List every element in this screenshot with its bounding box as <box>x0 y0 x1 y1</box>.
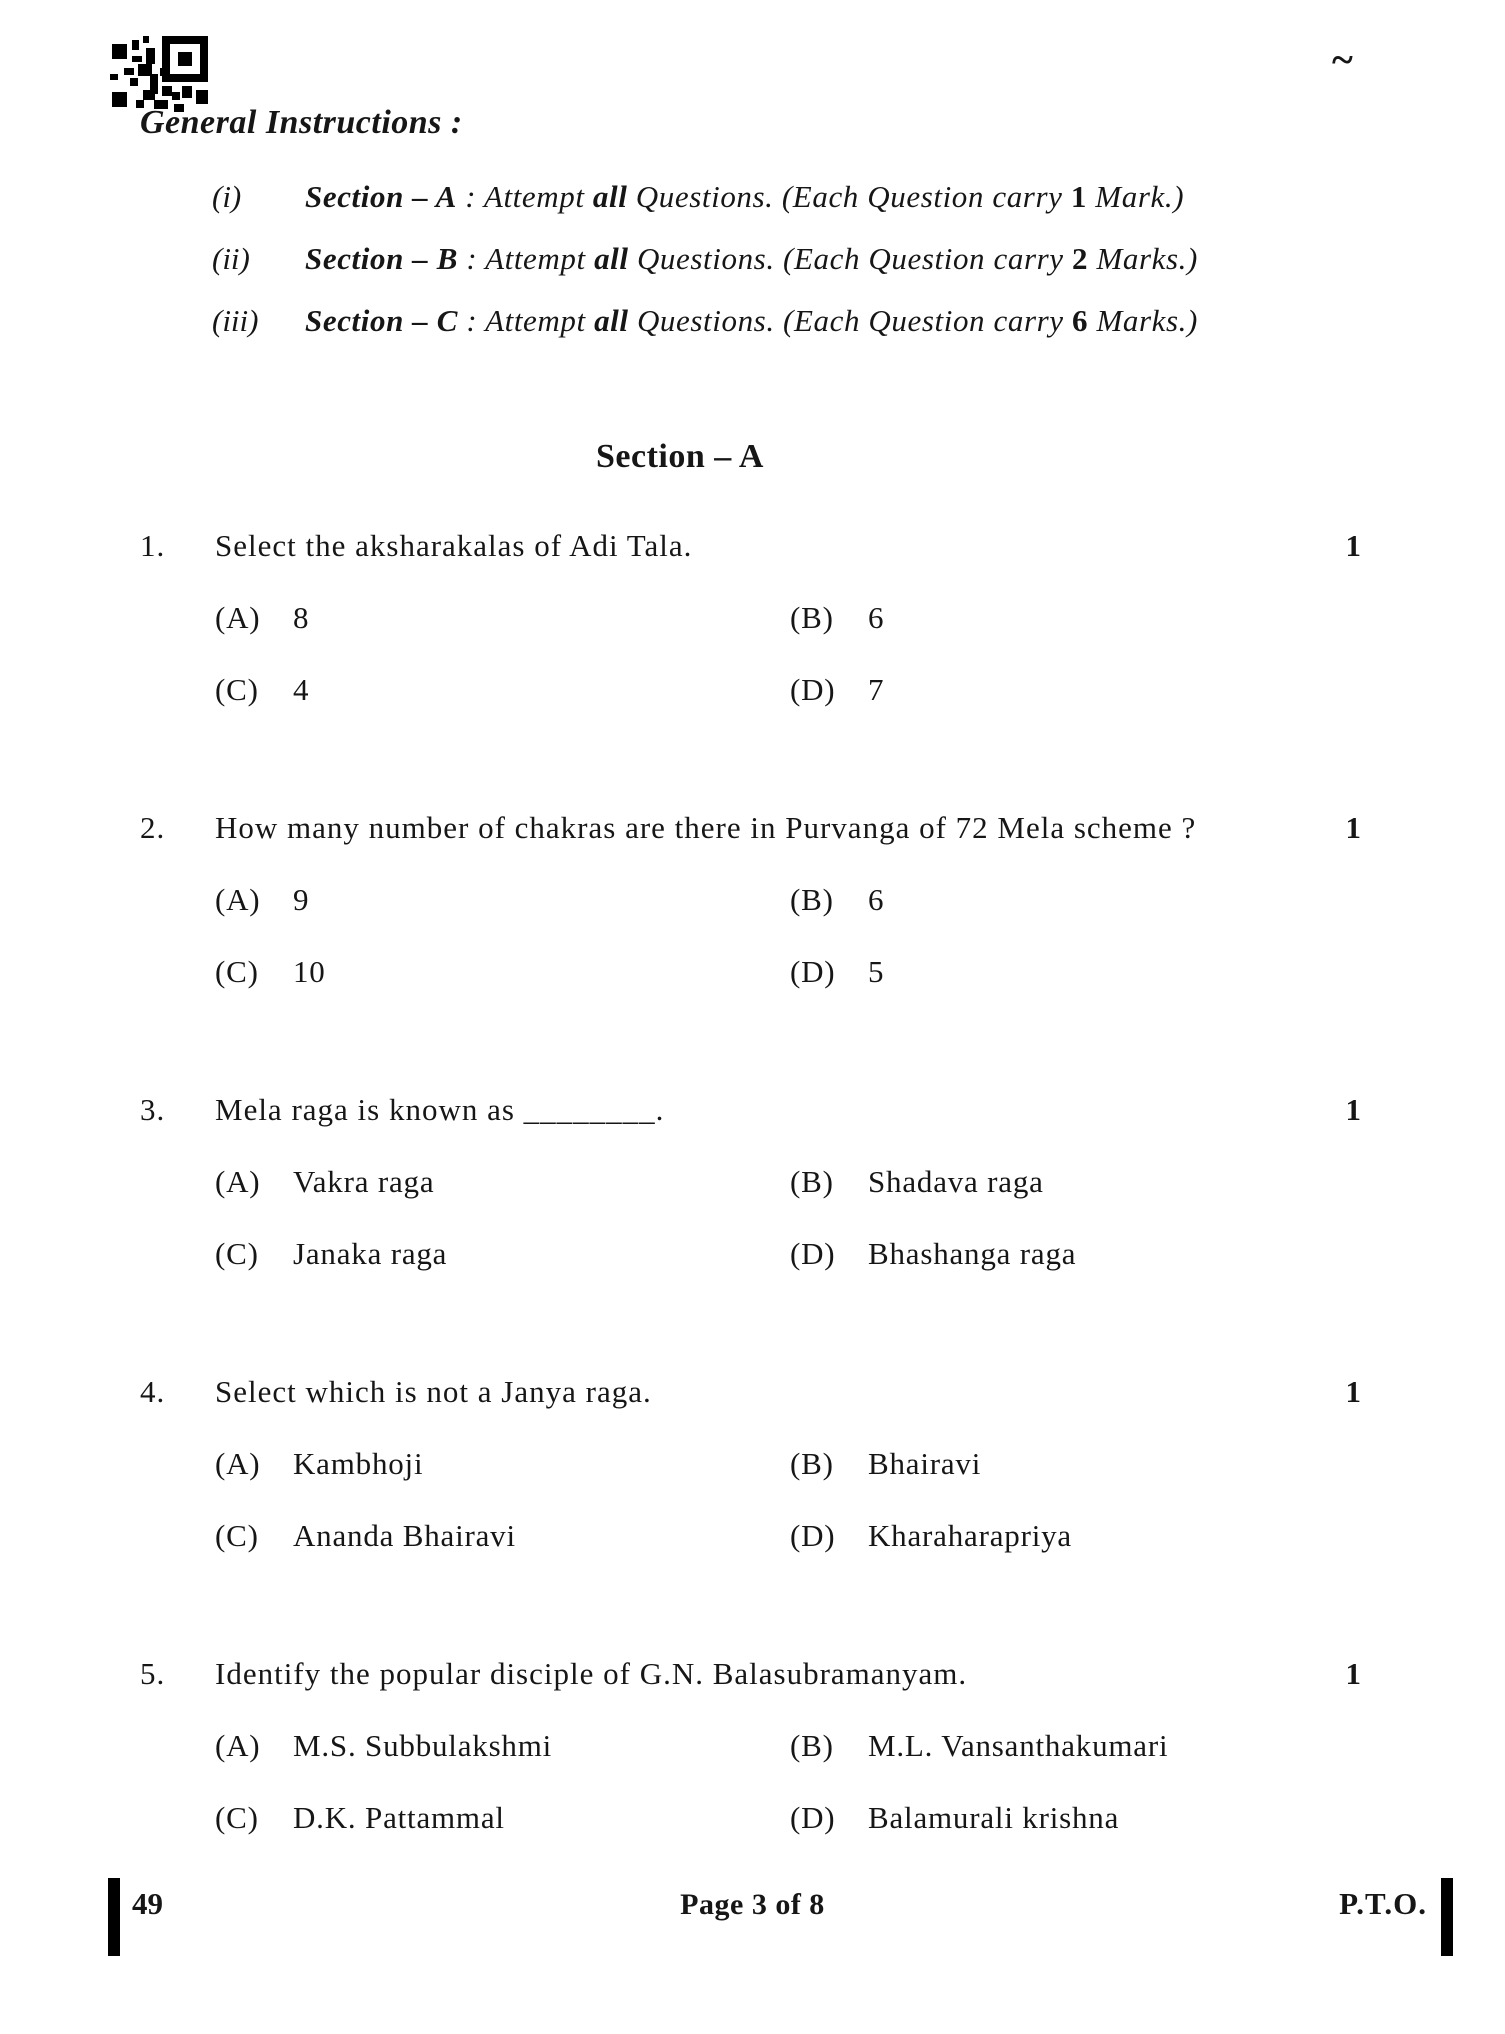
instruction-tail: Mark.) <box>1086 179 1185 214</box>
question-row <box>140 524 1362 568</box>
option-label: (A) <box>215 1446 261 1481</box>
instruction-section-name: Section – A <box>305 179 457 214</box>
instruction-text <box>305 300 1198 341</box>
instruction-label: (iii) <box>212 303 259 338</box>
option-c <box>215 1514 790 1558</box>
instruction-pre: : Attempt <box>456 179 593 214</box>
option-text: 6 <box>868 600 885 635</box>
option-label: (C) <box>215 1800 259 1835</box>
option-label: (A) <box>215 1164 261 1199</box>
option-d <box>790 1514 1385 1558</box>
footer-right-bar <box>1441 1878 1453 1956</box>
option-b <box>790 878 1385 922</box>
options-grid <box>215 1442 1385 1558</box>
option-d <box>790 1232 1385 1276</box>
option-c <box>215 950 790 994</box>
question-number: 5. <box>140 1656 166 1691</box>
question-text: Mela raga is known as ________. <box>215 1092 665 1127</box>
options-grid <box>215 878 1385 994</box>
paper-code: 49 <box>132 1886 163 1921</box>
option-label: (B) <box>790 1164 834 1199</box>
instruction-mid: Questions. (Each Question carry <box>628 303 1072 338</box>
instruction-marks-value: 2 <box>1072 241 1089 276</box>
pto-label: P.T.O. <box>1339 1886 1427 1921</box>
option-label: (D) <box>790 1236 836 1271</box>
question-block <box>0 524 1505 712</box>
option-text: 10 <box>293 954 326 989</box>
option-label: (C) <box>215 954 259 989</box>
options-grid <box>215 1724 1385 1840</box>
general-instructions-list <box>212 176 1385 341</box>
options-grid <box>215 596 1385 712</box>
option-text: Bhashanga raga <box>868 1236 1077 1271</box>
instruction-item <box>212 238 1385 279</box>
instruction-tail: Marks.) <box>1088 303 1198 338</box>
option-b <box>790 1724 1385 1768</box>
question-row <box>140 806 1362 850</box>
option-label: (D) <box>790 1800 836 1835</box>
option-c <box>215 668 790 712</box>
option-text: Balamurali krishna <box>868 1800 1120 1835</box>
option-text: 8 <box>293 600 310 635</box>
option-d <box>790 1796 1385 1840</box>
instruction-all-word: all <box>594 241 629 276</box>
option-text: 7 <box>868 672 885 707</box>
question-number: 1. <box>140 528 166 563</box>
option-text: 9 <box>293 882 310 917</box>
option-label: (C) <box>215 1236 259 1271</box>
instruction-mid: Questions. (Each Question carry <box>628 241 1072 276</box>
tilde-mark: ~ <box>1332 37 1353 82</box>
option-a <box>215 1160 790 1204</box>
question-text: How many number of chakras are there in Purvanga of 72 Mela scheme ? <box>215 810 1197 845</box>
question-text: Select the aksharakalas of Adi Tala. <box>215 528 693 563</box>
option-label: (C) <box>215 1518 259 1553</box>
question-block <box>0 1652 1505 1840</box>
option-text: Kambhoji <box>293 1446 424 1481</box>
option-label: (A) <box>215 882 261 917</box>
option-text: Vakra raga <box>293 1164 435 1199</box>
option-label: (B) <box>790 1446 834 1481</box>
section-heading: Section – A <box>596 438 764 475</box>
option-text: 4 <box>293 672 310 707</box>
general-instructions-title: General Instructions : <box>140 104 463 141</box>
question-number: 4. <box>140 1374 166 1409</box>
option-text: Janaka raga <box>293 1236 448 1271</box>
question-number: 3. <box>140 1092 166 1127</box>
option-label: (B) <box>790 1728 834 1763</box>
instruction-tail: Marks.) <box>1088 241 1198 276</box>
option-c <box>215 1232 790 1276</box>
option-label: (A) <box>215 1728 261 1763</box>
option-a <box>215 596 790 640</box>
option-label: (C) <box>215 672 259 707</box>
question-marks: 1 <box>1345 1374 1362 1409</box>
option-text: 6 <box>868 882 885 917</box>
option-d <box>790 950 1385 994</box>
instruction-section-name: Section – C <box>305 303 459 338</box>
instruction-text <box>305 176 1184 217</box>
question-marks: 1 <box>1345 1656 1362 1691</box>
option-label: (B) <box>790 882 834 917</box>
question-marks: 1 <box>1345 528 1362 563</box>
question-block <box>0 806 1505 994</box>
question-number: 2. <box>140 810 166 845</box>
option-label: (A) <box>215 600 261 635</box>
option-b <box>790 1442 1385 1486</box>
instruction-mid: Questions. (Each Question carry <box>627 179 1071 214</box>
option-text: 5 <box>868 954 885 989</box>
option-text: M.L. Vansanthakumari <box>868 1728 1169 1763</box>
option-a <box>215 878 790 922</box>
option-label: (B) <box>790 600 834 635</box>
question-row <box>140 1088 1362 1132</box>
question-row <box>140 1652 1362 1696</box>
option-text: Shadava raga <box>868 1164 1044 1199</box>
question-marks: 1 <box>1345 1092 1362 1127</box>
option-b <box>790 1160 1385 1204</box>
instruction-all-word: all <box>594 303 629 338</box>
question-text: Select which is not a Janya raga. <box>215 1374 652 1409</box>
options-grid <box>215 1160 1385 1276</box>
questions-list <box>0 524 1505 1934</box>
option-c <box>215 1796 790 1840</box>
question-block <box>0 1370 1505 1558</box>
instruction-text <box>305 238 1198 279</box>
page-footer <box>0 1878 1505 1958</box>
question-row <box>140 1370 1362 1414</box>
instruction-marks-value: 1 <box>1070 179 1087 214</box>
instruction-marks-value: 6 <box>1072 303 1089 338</box>
option-d <box>790 668 1385 712</box>
instruction-item <box>212 176 1385 217</box>
option-text: Kharaharapriya <box>868 1518 1072 1553</box>
question-text: Identify the popular disciple of G.N. Balasubramanyam. <box>215 1656 968 1691</box>
instruction-item <box>212 300 1385 341</box>
option-text: Ananda Bhairavi <box>293 1518 516 1553</box>
instruction-pre: : Attempt <box>458 241 595 276</box>
option-a <box>215 1442 790 1486</box>
option-a <box>215 1724 790 1768</box>
question-block <box>0 1088 1505 1276</box>
option-b <box>790 596 1385 640</box>
instruction-all-word: all <box>592 179 628 214</box>
option-text: Bhairavi <box>868 1446 982 1481</box>
instruction-label: (ii) <box>212 241 250 276</box>
instruction-pre: : Attempt <box>458 303 595 338</box>
option-text: M.S. Subbulakshmi <box>293 1728 553 1763</box>
option-label: (D) <box>790 954 836 989</box>
instruction-section-name: Section – B <box>305 241 459 276</box>
option-label: (D) <box>790 1518 836 1553</box>
option-label: (D) <box>790 672 836 707</box>
question-marks: 1 <box>1345 810 1362 845</box>
option-text: D.K. Pattammal <box>293 1800 505 1835</box>
page-number: Page 3 of 8 <box>680 1888 825 1921</box>
instruction-label: (i) <box>212 179 242 214</box>
